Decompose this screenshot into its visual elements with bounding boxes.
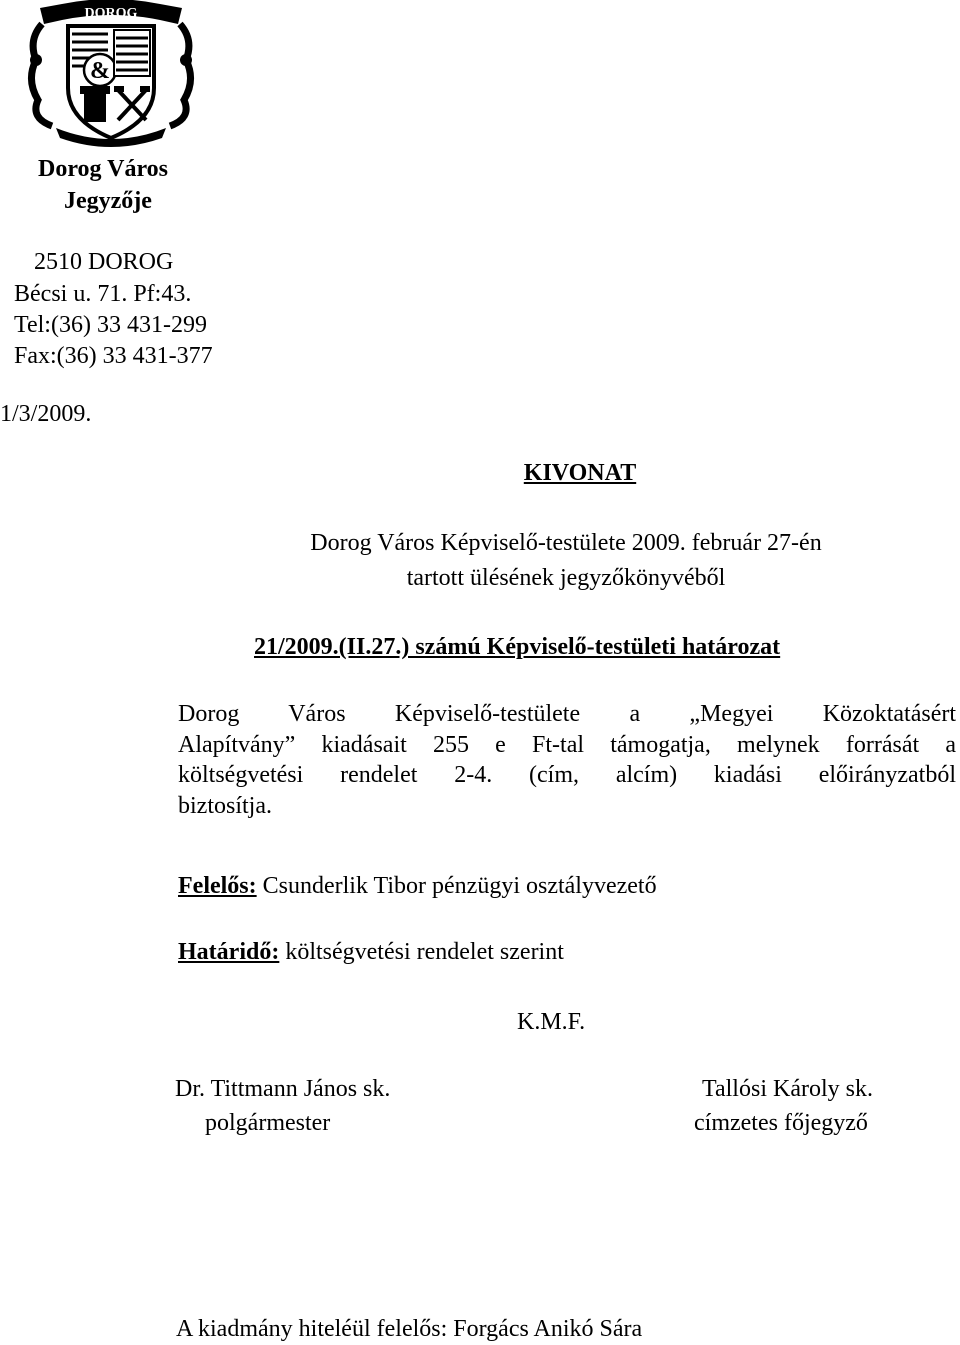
responsible-line [178, 871, 657, 901]
address-line-street: Bécsi u. 71. Pf:43. [14, 281, 192, 307]
reference-number: 1/3/2009. [0, 401, 92, 427]
deadline-value: költségvetési rendelet szerint [279, 939, 564, 965]
deadline-label: Határidő: [178, 939, 280, 965]
body-line-3: költségvetési rendelet 2-4. (cím, alcím) kiadási előirányzatból [178, 762, 956, 788]
issuer-name-line2: Jegyzője [64, 188, 152, 214]
kmf-mark: K.M.F. [517, 1009, 586, 1035]
certification-line: A kiadmány hiteléül felelős: Forgács Anikó Sára [176, 1316, 643, 1342]
address-line-phone: Tel:(36) 33 431-299 [14, 312, 207, 338]
resolution-heading: 21/2009.(II.27.) számú Képviselő-testületi határozat [254, 634, 781, 660]
signatory-left-title: polgármester [205, 1110, 331, 1136]
subtitle-line2: tartott ülésének jegyzőkönyvéből [406, 565, 726, 591]
crest-banner-text: DOROG [84, 6, 138, 21]
body-line-1: Dorog Város Képviselő-testülete a „Megyei Közoktatásért [178, 701, 956, 727]
address-line-fax: Fax:(36) 33 431-377 [14, 343, 213, 369]
subtitle-line1: Dorog Város Képviselő-testülete 2009. február 27-én [310, 530, 822, 556]
body-line-2: Alapítvány” kiadásait 255 e Ft-tal támogatja, melynek forrását a [178, 731, 956, 758]
deadline-line [178, 937, 564, 967]
signatory-right-name: Tallósi Károly sk. [702, 1076, 873, 1102]
dorog-coat-of-arms-logo [22, 0, 200, 148]
responsible-value: Csunderlik Tibor pénzügyi osztályvezető [256, 873, 657, 899]
resolution-body [178, 699, 956, 821]
signatory-left-name: Dr. Tittmann János sk. [175, 1076, 391, 1102]
address-line-postcode: 2510 DOROG [34, 249, 174, 275]
responsible-label: Felelős: [178, 873, 257, 899]
document-title: KIVONAT [523, 460, 637, 486]
svg-text:&: & [90, 58, 110, 84]
issuer-name-line1: Dorog Város [38, 156, 169, 182]
signatory-right-title: címzetes főjegyző [694, 1110, 868, 1136]
body-line-4: biztosítja. [178, 792, 272, 819]
